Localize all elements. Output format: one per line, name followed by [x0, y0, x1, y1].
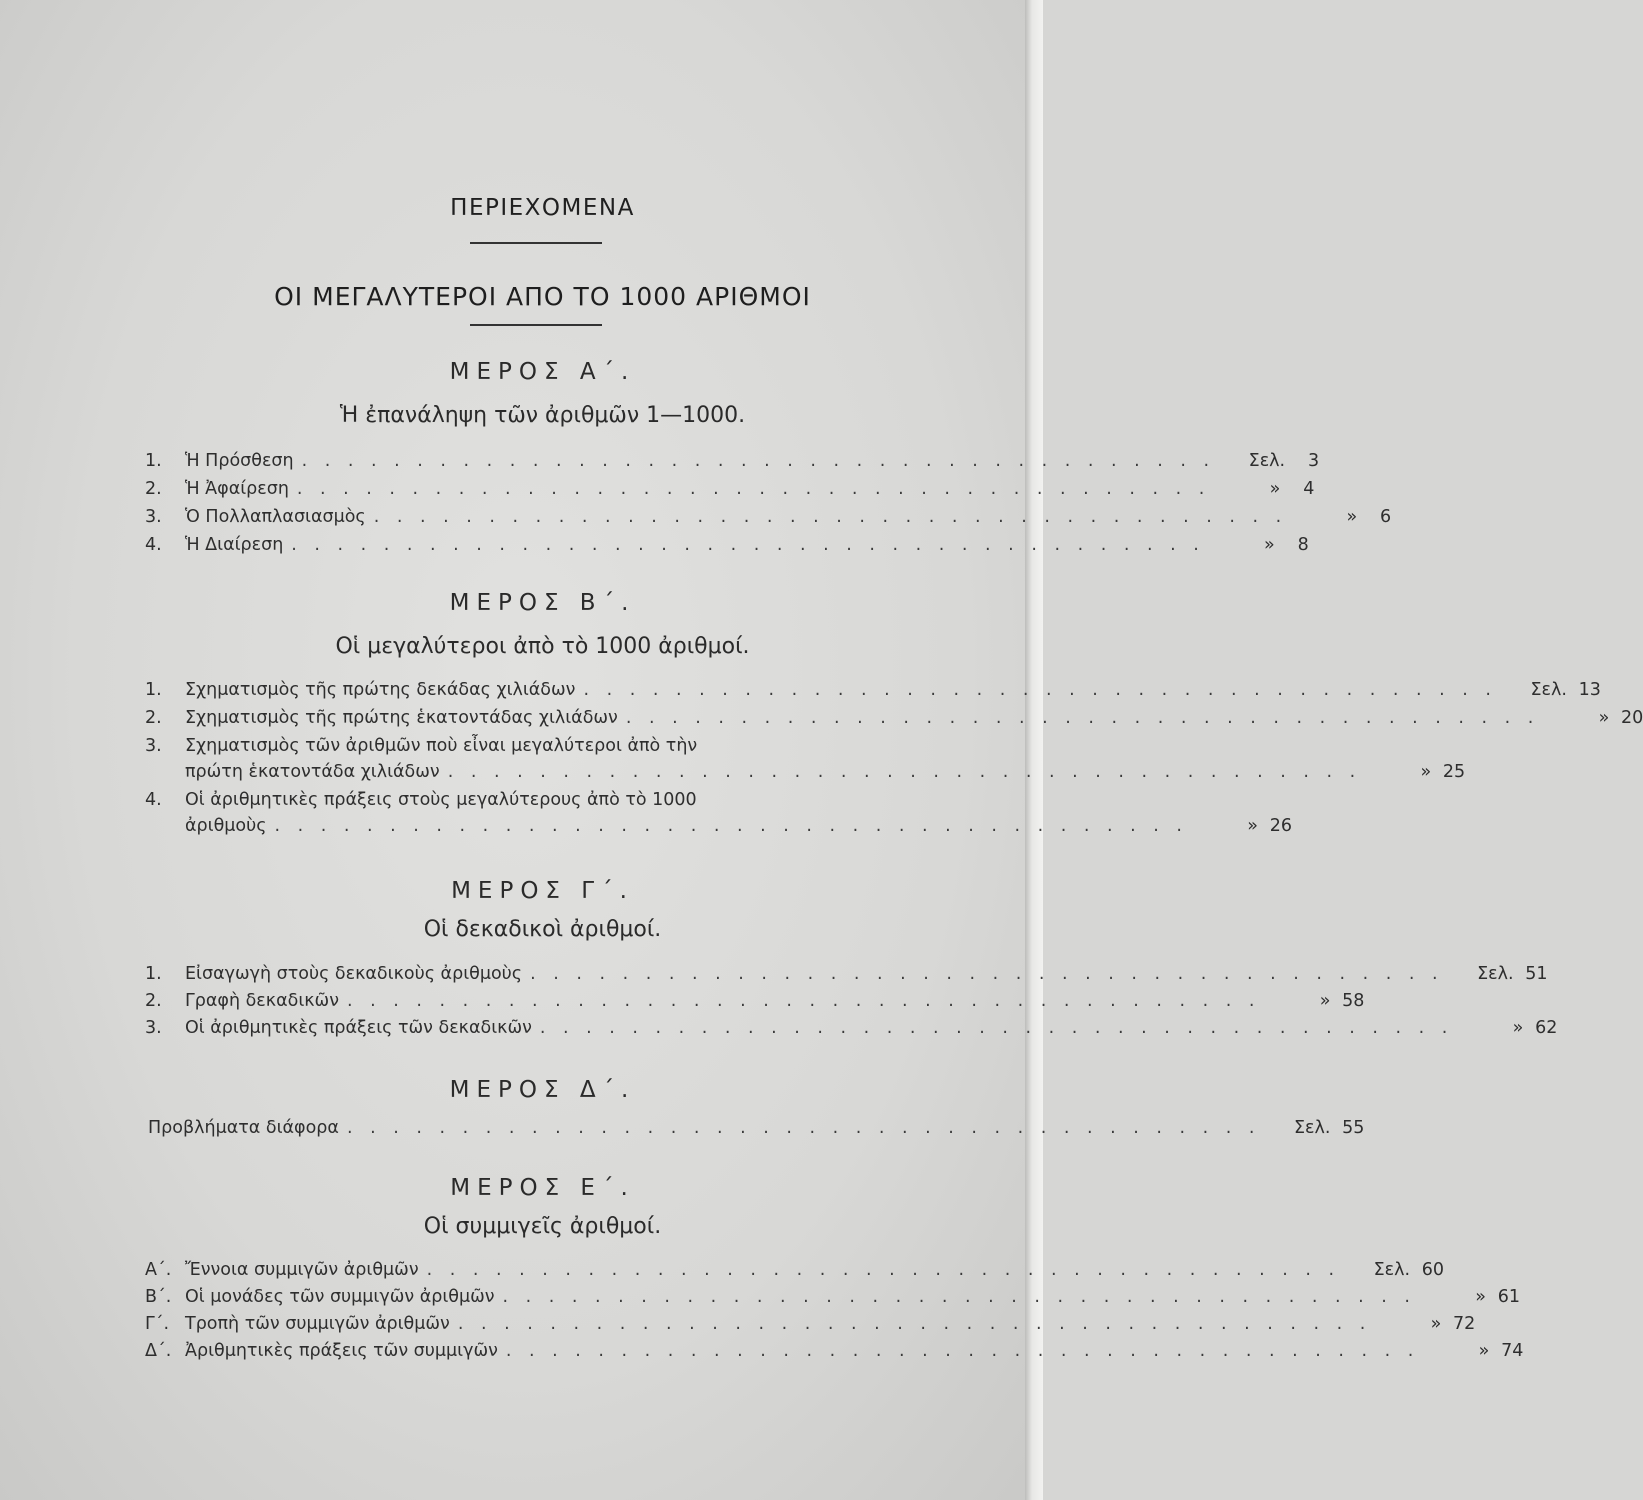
page-number: 72 — [1453, 1314, 1476, 1334]
page-prefix: » — [1264, 535, 1275, 555]
leader-dots: . . . . . . . . . . . . . . . . . . . . . . . . . . . . . . . . . . . . . . . . — [457, 1314, 1372, 1334]
page-number: 55 — [1342, 1118, 1365, 1138]
toc-entry[interactable] — [145, 736, 960, 762]
toc-entry[interactable] — [145, 535, 1309, 561]
entry-title: Τροπὴ τῶν συμμιγῶν ἀριθμῶν — [185, 1314, 450, 1334]
page-number: 58 — [1342, 991, 1365, 1011]
toc-entry[interactable] — [145, 1287, 1520, 1313]
part-a-heading: ΜΕΡΟΣ Α΄. — [449, 359, 636, 385]
entry-letter: Β΄. — [145, 1287, 172, 1307]
page-prefix: » — [1269, 479, 1281, 499]
page-number: 6 — [1380, 507, 1392, 527]
entry-title: Ἔννοια συμμιγῶν ἀριθμῶν — [185, 1260, 419, 1280]
entry-title: Ἀριθμητικὲς πράξεις τῶν συμμιγῶν — [185, 1341, 498, 1361]
page-number: 20 — [1621, 708, 1643, 728]
leader-dots: . . . . . . . . . . . . . . . . . . . . . . . . . . . . . . . . . . . . . . . . — [505, 1341, 1420, 1361]
part-b-title: Οἱ μεγαλύτεροι ἀπὸ τὸ 1000 ἀριθμοί. — [335, 634, 750, 659]
page-prefix: » — [1319, 991, 1331, 1011]
toc-entry[interactable] — [145, 1314, 1476, 1340]
leader-dots: . . . . . . . . . . . . . . . . . . . . . . . . . . . . . . . . . . . . . . . . — [530, 964, 1444, 984]
leader-dots: . . . . . . . . . . . . . . . . . . . . . . . . . . . . . . . . . . . . . . . . — [625, 708, 1540, 728]
entry-title: Εἰσαγωγὴ στοὺς δεκαδικοὺς ἀριθμοὺς — [185, 964, 523, 984]
leader-dots: . . . . . . . . . . . . . . . . . . . . . . . . . . . . . . . . . . . . . . . . — [301, 451, 1216, 471]
entry-title: Σχηματισμὸς τῶν ἀριθμῶν ποὺ εἶναι μεγαλύτεροι ἀπὸ τὴν — [185, 736, 698, 756]
entry-title: Ἡ Διαίρεση — [185, 535, 284, 555]
entry-number: 1. — [145, 964, 162, 984]
part-c-title: Οἱ δεκαδικοὶ ἀριθμοί. — [423, 917, 662, 942]
leader-dots: . . . . . . . . . . . . . . . . . . . . . . . . . . . . . . . . . . . . . . . . — [296, 479, 1211, 499]
part-b-heading: ΜΕΡΟΣ Β΄. — [449, 590, 636, 616]
page-prefix: Σελ. — [1477, 964, 1514, 984]
toc-entry[interactable] — [145, 991, 1365, 1017]
leader-dots: . . . . . . . . . . . . . . . . . . . . . . . . . . . . . . . . . . . . . . . . — [346, 991, 1261, 1011]
part-a-title: Ἡ ἐπανάληψη τῶν ἀριθμῶν 1—1000. — [339, 403, 746, 428]
entry-number: 4. — [145, 535, 162, 555]
entry-title: Ἡ Ἀφαίρεση — [185, 479, 289, 499]
subtitle-divider — [470, 324, 602, 326]
entry-title: Ὁ Πολλαπλασιασμὸς — [185, 507, 366, 527]
page-number: 62 — [1535, 1018, 1558, 1038]
toc-entry[interactable] — [148, 1118, 1365, 1144]
entry-number: 3. — [145, 736, 162, 756]
entry-title: Σχηματισμὸς τῆς πρώτης δεκάδας χιλιάδων — [185, 680, 576, 700]
leader-dots: . . . . . . . . . . . . . . . . . . . . . . . . . . . . . . . . . . . . . . . . — [274, 816, 1188, 836]
page-number: 8 — [1297, 535, 1309, 555]
entry-title: Ἡ Πρόσθεση — [185, 451, 294, 471]
part-c-heading: ΜΕΡΟΣ Γ΄. — [451, 878, 634, 904]
entry-letter: Γ΄. — [145, 1314, 170, 1334]
book-subtitle: ΟΙ ΜΕΓΑΛΥΤΕΡΟΙ ΑΠΟ ΤΟ 1000 ΑΡΙΘΜΟΙ — [274, 282, 811, 311]
page-prefix: » — [1512, 1018, 1524, 1038]
toc-entry[interactable] — [145, 680, 1601, 706]
toc-entry[interactable] — [145, 451, 1320, 477]
leader-dots: . . . . . . . . . . . . . . . . . . . . . . . . . . . . . . . . . . . . . . . . — [426, 1260, 1341, 1280]
leader-dots: . . . . . . . . . . . . . . . . . . . . . . . . . . . . . . . . . . . . . . . . — [583, 680, 1497, 700]
entry-title: Προβλήματα διάφορα — [148, 1118, 339, 1138]
toc-entry[interactable] — [145, 1341, 1524, 1367]
toc-entry[interactable] — [145, 708, 1643, 734]
page-title: ΠΕΡΙΕΧΟΜΕΝΑ — [450, 195, 635, 221]
toc-entry[interactable] — [145, 790, 960, 816]
page-number: 13 — [1578, 680, 1601, 700]
toc-entry-continuation[interactable] — [185, 816, 1292, 842]
entry-letter: Α΄. — [145, 1260, 172, 1280]
page-prefix: » — [1430, 1314, 1442, 1334]
entry-number: 2. — [145, 708, 162, 728]
entry-number: 1. — [145, 451, 162, 471]
toc-entry[interactable] — [145, 507, 1392, 533]
part-e-heading: ΜΕΡΟΣ Ε΄. — [450, 1175, 635, 1201]
page-prefix: » — [1346, 507, 1358, 527]
entry-title: Σχηματισμὸς τῆς πρώτης ἑκατοντάδας χιλιάδων — [185, 708, 618, 728]
page-prefix: Σελ. — [1373, 1260, 1411, 1280]
page-number: 60 — [1421, 1260, 1445, 1280]
toc-entry[interactable] — [145, 479, 1315, 505]
part-e-title: Οἱ συμμιγεῖς ἀριθμοί. — [423, 1214, 662, 1239]
page-prefix: Σελ. — [1294, 1118, 1331, 1138]
entry-title: Γραφὴ δεκαδικῶν — [185, 991, 339, 1011]
leader-dots: . . . . . . . . . . . . . . . . . . . . . . . . . . . . . . . . . . . . . . . . — [539, 1018, 1454, 1038]
page-prefix: Σελ. — [1248, 451, 1286, 471]
entry-number: 1. — [145, 680, 162, 700]
toc-entry-continuation[interactable] — [185, 762, 1466, 788]
page-number: 25 — [1442, 762, 1466, 782]
leader-dots: . . . . . . . . . . . . . . . . . . . . . . . . . . . . . . . . . . . . . . . . — [291, 535, 1205, 555]
entry-number: 4. — [145, 790, 162, 810]
page-prefix: » — [1247, 816, 1258, 836]
entry-title-cont: πρώτη ἑκατοντάδα χιλιάδων — [185, 762, 440, 782]
entry-title: Οἱ ἀριθμητικὲς πράξεις τῶν δεκαδικῶν — [185, 1018, 532, 1038]
page-number: 3 — [1307, 451, 1320, 471]
entry-number: 2. — [145, 479, 162, 499]
entry-letter: Δ΄. — [145, 1341, 172, 1361]
page-prefix: Σελ. — [1530, 680, 1567, 700]
page-number: 26 — [1269, 816, 1292, 836]
leader-dots: . . . . . . . . . . . . . . . . . . . . . . . . . . . . . . . . . . . . . . . . — [373, 507, 1288, 527]
entry-title: Οἱ ἀριθμητικὲς πράξεις στοὺς μεγαλύτερους ἀπὸ τὸ 1000 — [185, 790, 697, 810]
entry-number: 3. — [145, 1018, 162, 1038]
page-number: 4 — [1303, 479, 1315, 499]
toc-entry[interactable] — [145, 1260, 1445, 1286]
part-d-heading: ΜΕΡΟΣ Δ΄. — [449, 1077, 636, 1103]
entry-title: Οἱ μονάδες τῶν συμμιγῶν ἀριθμῶν — [185, 1287, 495, 1307]
page-prefix: » — [1475, 1287, 1486, 1307]
page-prefix: » — [1598, 708, 1610, 728]
entry-number: 3. — [145, 507, 162, 527]
page-number: 61 — [1497, 1287, 1520, 1307]
leader-dots: . . . . . . . . . . . . . . . . . . . . . . . . . . . . . . . . . . . . . . . . — [447, 762, 1362, 782]
entry-number: 2. — [145, 991, 162, 1011]
page-prefix: » — [1478, 1341, 1490, 1361]
leader-dots: . . . . . . . . . . . . . . . . . . . . . . . . . . . . . . . . . . . . . . . . — [346, 1118, 1261, 1138]
page-number: 74 — [1501, 1341, 1524, 1361]
toc-entry[interactable] — [145, 1018, 1558, 1044]
leader-dots: . . . . . . . . . . . . . . . . . . . . . . . . . . . . . . . . . . . . . . . . — [502, 1287, 1416, 1307]
entry-title-cont: ἀριθμοὺς — [185, 816, 267, 836]
page-prefix: » — [1420, 762, 1432, 782]
toc-entry[interactable] — [145, 964, 1548, 990]
title-divider — [470, 242, 602, 244]
page-number: 51 — [1525, 964, 1548, 984]
